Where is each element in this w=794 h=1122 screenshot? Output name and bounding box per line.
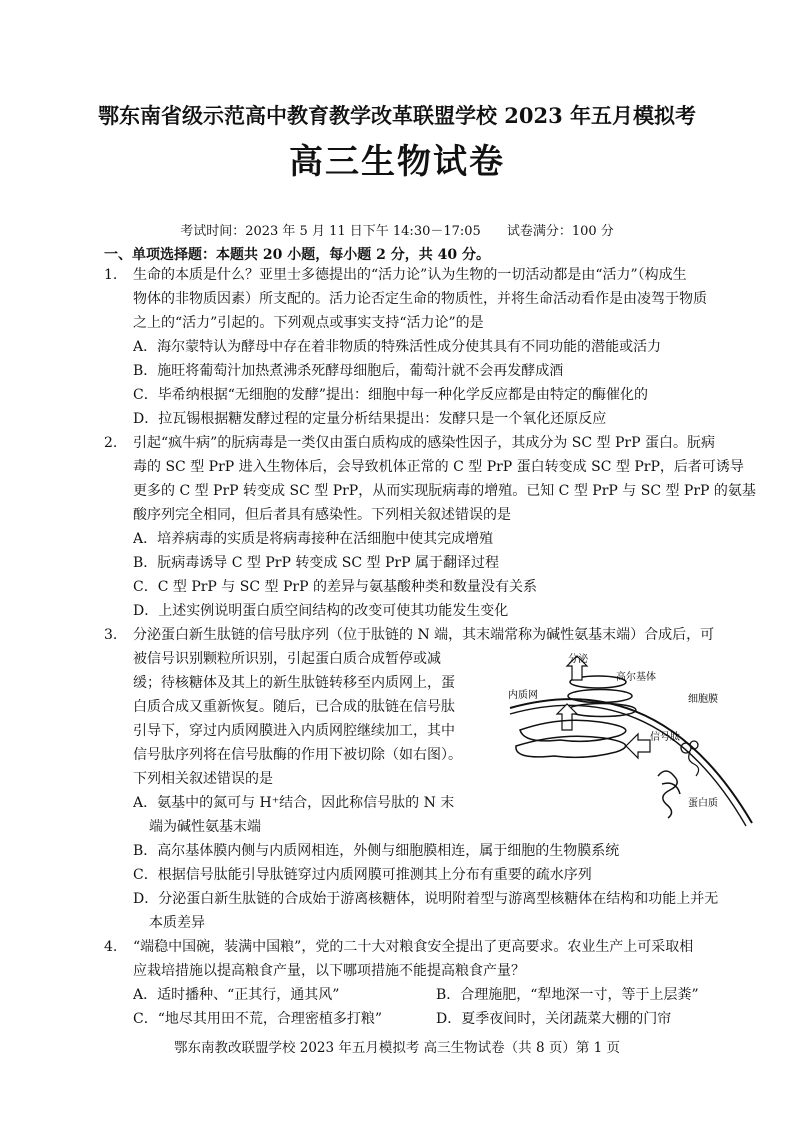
secretory-pathway-diagram (490, 648, 770, 828)
question-stem-line: 白质合成又重新恢复。随后，已合成的肽链在信号肽 (133, 699, 455, 715)
peptide-chain-icon (689, 752, 699, 776)
label-secretion: 分泌 (568, 654, 588, 665)
answer-option-d: D．夏季夜间时，关闭蔬菜大棚的门帘 (436, 1011, 672, 1027)
exam-time-info: 考试时间：2023 年 5 月 11 日下午 14:30－17:05 试卷满分：100 分 (180, 224, 614, 239)
answer-option-c: C．根据信号肽能引导肽链穿过内质网膜可推测其上分布有重要的疏水序列 (133, 867, 592, 883)
question-stem-line: 分泌蛋白新生肽链的信号肽序列（位于肽链的 N 端，其末端常称为碱性氨基末端）合成后，可 (133, 627, 715, 643)
question-stem-line: “端稳中国碗，装满中国粮”，党的二十大对粮食安全提出了更高要求。农业生产上可采取相 (133, 939, 694, 955)
question-stem-line: 之上的“活力”引起的。下列观点或事实支持“活力论”的是 (133, 315, 484, 331)
label-signal-peptide: 信号肽 (650, 732, 680, 743)
question-stem-line: 信号肽序列将在信号肽酶的作用下被切除（如右图）。 (133, 747, 462, 763)
answer-option-a: A．氨基中的氮可与 H⁺结合，因此称信号肽的 N 末 (133, 795, 455, 811)
answer-option-c: C．C 型 PrP 与 SC 型 PrP 的差异与氨基酸种类和数量没有关系 (133, 579, 537, 595)
question-stem-line: 生命的本质是什么？亚里士多德提出的“活力论”认为生物的一切活动都是由“活力”（构成生 (133, 267, 687, 283)
question-stem-line: 更多的 C 型 PrP 转变成 SC 型 PrP，从而实现朊病毒的增殖。已知 C 型 PrP 与 SC 型 PrP 的氨基 (133, 483, 756, 499)
up-arrow-icon (557, 704, 577, 730)
label-cell-membrane: 细胞膜 (688, 694, 718, 705)
question-stem-line: 下列相关叙述错误的是 (133, 771, 273, 787)
question-stem-line: 应栽培措施以提高粮食产量，以下哪项措施不能提高粮食产量？ (133, 963, 525, 979)
answer-option-c: C．毕希纳根据“无细胞的发酵”提出：细胞中每一种化学反应都是由特定的酶催化的 (133, 387, 649, 403)
exam-subject-title: 高三生物试卷 (289, 142, 505, 182)
exam-title: 鄂东南省级示范高中教育教学改革联盟学校 2023 年五月模拟考 (97, 103, 697, 128)
answer-option-b: B．合理施肥，“犁地深一寸，等于上层粪” (436, 987, 699, 1003)
question-number: 4. (104, 939, 118, 955)
section-heading: 一、单项选择题：本题共 20 小题，每小题 2 分，共 40 分。 (104, 247, 490, 263)
answer-option-d: D．拉瓦锡根据糖发酵过程的定量分析结果提出：发酵只是一个氧化还原反应 (133, 411, 607, 427)
label-er: 内质网 (508, 690, 538, 701)
question-stem-line: 酸序列完全相同，但后者具有感染性。下列相关叙述错误的是 (133, 507, 511, 523)
question-stem-line: 被信号识别颗粒所识别，引起蛋白质合成暂停或减 (133, 651, 441, 667)
question-stem-line: 缓；待核糖体及其上的新生肽链转移至内质网上，蛋 (133, 675, 455, 691)
answer-option-b: B．施旺将葡萄汁加热煮沸杀死酵母细胞后，葡萄汁就不会再发酵成酒 (133, 363, 564, 379)
answer-option-a-cont: 端为碱性氨基末端 (149, 819, 261, 835)
protein-icon (658, 771, 680, 818)
question-stem-line: 引起“疯牛病”的朊病毒是一类仅由蛋白质构成的感染性因子，其成分为 SC 型 PrP 蛋白。朊病 (133, 435, 715, 451)
er-cisterna (520, 720, 626, 741)
question-number: 1. (104, 267, 118, 283)
answer-option-d: D．上述实例说明蛋白质空间结构的改变可使其功能发生变化 (133, 603, 509, 619)
question-stem-line: 毒的 SC 型 PrP 进入生物体后，会导致机体正常的 C 型 PrP 蛋白转变成 SC 型 PrP，后者可诱导 (133, 459, 744, 475)
left-arrow-icon (626, 734, 650, 758)
answer-option-b: B．朊病毒诱导 C 型 PrP 转变成 SC 型 PrP 属于翻译过程 (133, 555, 499, 571)
answer-option-a: A．培养病毒的实质是将病毒接种在活细胞中使其完成增殖 (133, 531, 494, 547)
question-stem-line: 引导下，穿过内质网膜进入内质网腔继续加工，其中 (133, 723, 455, 739)
label-golgi: 高尔基体 (616, 672, 656, 683)
answer-option-b: B．高尔基体膜内侧与内质网相连，外侧与细胞膜相连，属于细胞的生物膜系统 (133, 843, 620, 859)
answer-option-a: A．海尔蒙特认为酵母中存在着非物质的特殊活性成分使其具有不同功能的潜能或活力 (133, 339, 662, 355)
answer-option-c: C．“地尽其用田不荒，合理密植多打粮” (133, 1011, 383, 1027)
question-number: 3. (104, 627, 118, 643)
page-footer: 鄂东南教改联盟学校 2023 年五月模拟考 高三生物试卷（共 8 页）第 1 页 (173, 1040, 621, 1056)
question-number: 2. (104, 435, 118, 451)
answer-option-d: D．分泌蛋白新生肽链的合成始于游离核糖体，说明附着型与游离型核糖体在结构和功能上并无 (133, 891, 719, 907)
question-stem-line: 物体的非物质因素）所支配的。活力论否定生命的物质性，并将生命活动看作是由凌驾于物质 (133, 291, 707, 307)
answer-option-a: A．适时播种、“正其行，通其风” (133, 987, 340, 1003)
answer-option-d-cont: 本质差异 (149, 915, 205, 931)
label-protein: 蛋白质 (688, 798, 718, 809)
